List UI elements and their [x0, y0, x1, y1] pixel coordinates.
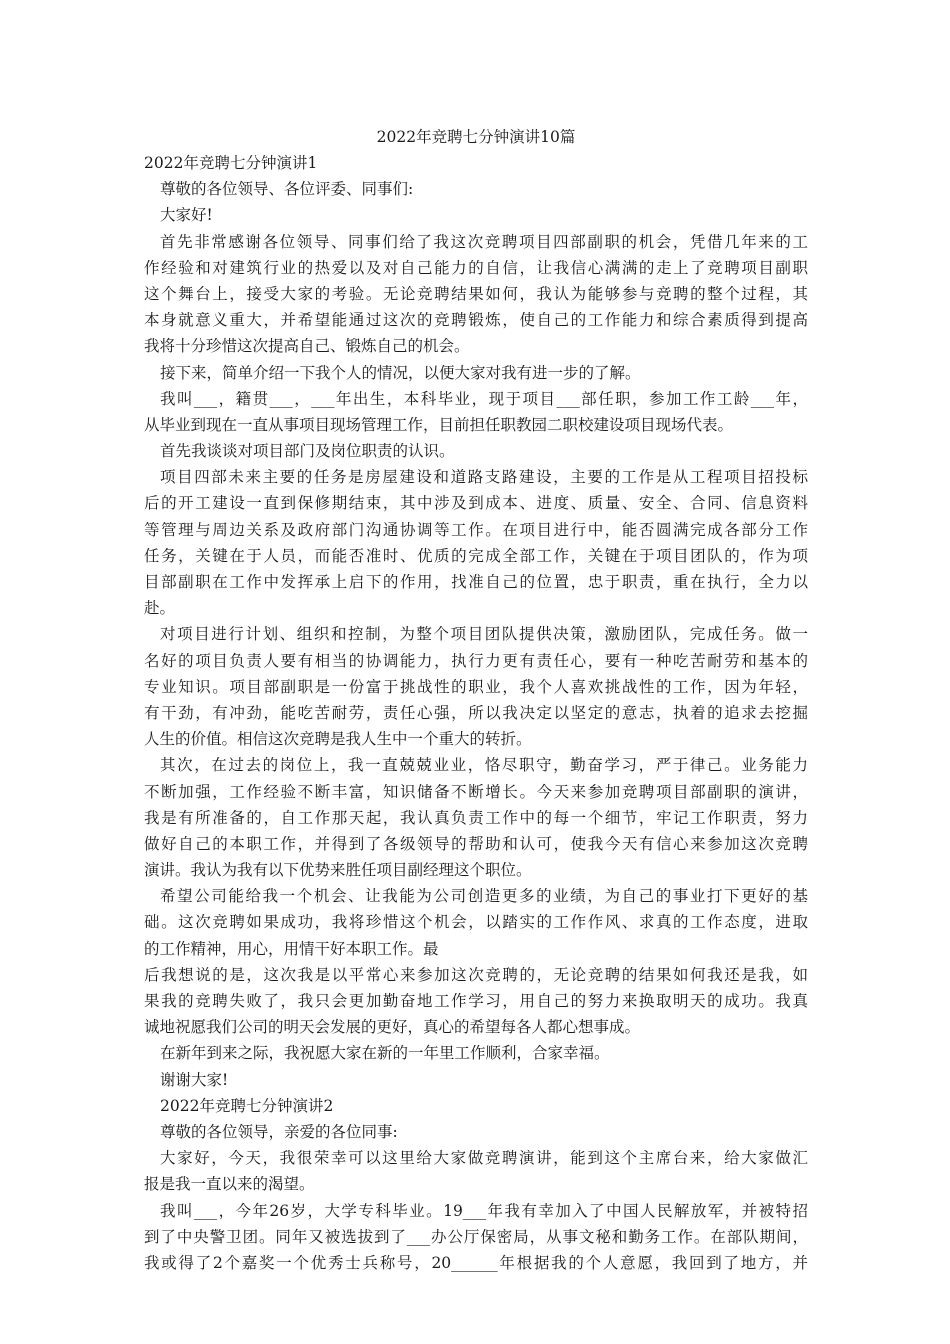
text-line: 目部副职在工作中发挥承上启下的作用，找准自己的位置，忠于职责，重在执行，全力以 [144, 573, 808, 591]
text-line: 我叫___，籍贯___，___年出生，本科毕业，现于项目___部任职，参加工作工龄___年， [160, 389, 808, 408]
text-line: 接下来，简单介绍一下我个人的情况，以便大家对我有进一步的了解。 [160, 363, 641, 382]
document-page [144, 124, 808, 1276]
text-line: 项目四部未来主要的任务是房屋建设和道路支路建设，主要的工作是从工程项目招投标 [160, 468, 808, 487]
document-title: 2022年竞聘七分钟演讲10篇 [376, 128, 576, 146]
text-line: 本身就意义重大，并希望能通过这次的竞聘锻炼，使自己的工作能力和综合素质得到提高 [144, 311, 808, 330]
text-line: 人生的价值。相信这次竞聘是我人生中一个重大的转折。 [144, 730, 532, 749]
text-line: 谢谢大家! [160, 1070, 229, 1089]
text-line: 有干劲，有冲劲，能吃苦耐劳，责任心强，所以我决定以坚定的意志，执着的追求去挖掘 [144, 703, 808, 722]
text-line: 这个舞台上，接受大家的考验。无论竞聘结果如何，我认为能够参与竞聘的整个过程，其 [144, 284, 808, 303]
text-line: 后我想说的是，这次我是以平常心来参加这次竞聘的，无论竞聘的结果如何我还是我，如 [144, 965, 808, 984]
text-line: 报是我一直以来的渴望。 [144, 1175, 315, 1194]
section-heading: 2022年竞聘七分钟演讲2 [160, 1096, 334, 1115]
text-line: 我或得了2个嘉奖一个优秀士兵称号，20______年根据我的个人意愿，我回到了地方，并 [144, 1253, 808, 1272]
text-line: 演讲。我认为我有以下优势来胜任项目副经理这个职位。 [144, 861, 532, 880]
text-line: 我将十分珍惜这次提高自己、锻炼自己的机会。 [144, 337, 470, 356]
text-line: 的工作精神，用心，用情干好本职工作。最 [144, 939, 439, 958]
text-line: 首先非常感谢各位领导、同事们给了我这次竞聘项目四部副职的机会，凭借几年来的工 [160, 232, 808, 251]
section-heading: 2022年竞聘七分钟演讲1 [144, 154, 318, 172]
text-line: 对项目进行计划、组织和控制，为整个项目团队提供决策，激励团队，完成任务。做一 [160, 625, 808, 644]
text-line: 础。这次竞聘如果成功，我将珍惜这个机会，以踏实的工作作风、求真的工作态度，进取 [144, 913, 808, 932]
text-line: 名好的项目负责人要有相当的协调能力，执行力更有责任心，要有一种吃苦耐劳和基本的 [144, 651, 808, 670]
text-line: 不断加强，工作经验不断丰富，知识储备不断增长。今天来参加竞聘项目部副职的演讲， [144, 782, 808, 801]
text-line: 专业知识。项目部副职是一份富于挑战性的职业，我个人喜欢挑战性的工作，因为年轻， [144, 677, 808, 696]
text-line: 赴。 [144, 599, 176, 618]
text-line: 希望公司能给我一个机会、让我能为公司创造更多的业绩，为自己的事业打下更好的基 [160, 887, 808, 906]
text-line: 后的开工建设一直到保修期结束，其中涉及到成本、进度、质量、安全、合同、信息资料 [144, 494, 808, 513]
text-line: 首先我谈谈对项目部门及岗位职责的认识。 [160, 442, 455, 461]
text-line: 诚地祝愿我们公司的明天会发展的更好，真心的希望每各人都心想事成。 [144, 1018, 641, 1037]
text-line: 果我的竞聘失败了，我只会更加勤奋地工作学习，用自己的努力来换取明天的成功。我真 [144, 992, 808, 1010]
text-line: 大家好! [160, 206, 213, 225]
text-line: 我是有所准备的，自工作那天起，我认真负责工作中的每一个细节，牢记工作职责，努力 [144, 808, 808, 827]
text-line: 大家好，今天，我很荣幸可以这里给大家做竞聘演讲，能到这个主席台来，给大家做汇 [160, 1149, 808, 1168]
text-line: 等管理与周边关系及政府部门沟通协调等工作。在项目进行中，能否圆满完成各部分工作 [144, 520, 808, 539]
text-line: 从毕业到现在一直从事项目现场管理工作，目前担任职教园二职校建设项目现场代表。 [144, 415, 734, 434]
text-line: 在新年到来之际，我祝愿大家在新的一年里工作顺利，合家幸福。 [160, 1044, 610, 1063]
text-line: 我叫___，今年26岁，大学专科毕业。19___年我有幸加入了中国人民解放军，并被特招 [160, 1201, 808, 1220]
text-line: 到了中央警卫团。同年又被选拔到了___办公厅保密局，从事文秘和勤务工作。在部队期间， [144, 1227, 808, 1246]
text-line: 尊敬的各位领导，亲爱的各位同事: [160, 1122, 398, 1141]
document-body [144, 150, 808, 1276]
text-line: 其次，在过去的岗位上，我一直兢兢业业，恪尽职守，勤奋学习，严于律己。业务能力 [160, 756, 808, 775]
text-line: 任务，关键在于人员，而能否准时、优质的完成全部工作，关键在于项目团队的，作为项 [144, 546, 808, 565]
text-line: 作经验和对建筑行业的热爱以及对自己能力的自信，让我信心满满的走上了竞聘项目副职 [144, 258, 808, 277]
text-line: 尊敬的各位领导、各位评委、同事们: [160, 180, 414, 199]
text-line: 做好自己的本职工作，并得到了各级领导的帮助和认可，使我今天有信心来参加这次竞聘 [144, 834, 808, 853]
